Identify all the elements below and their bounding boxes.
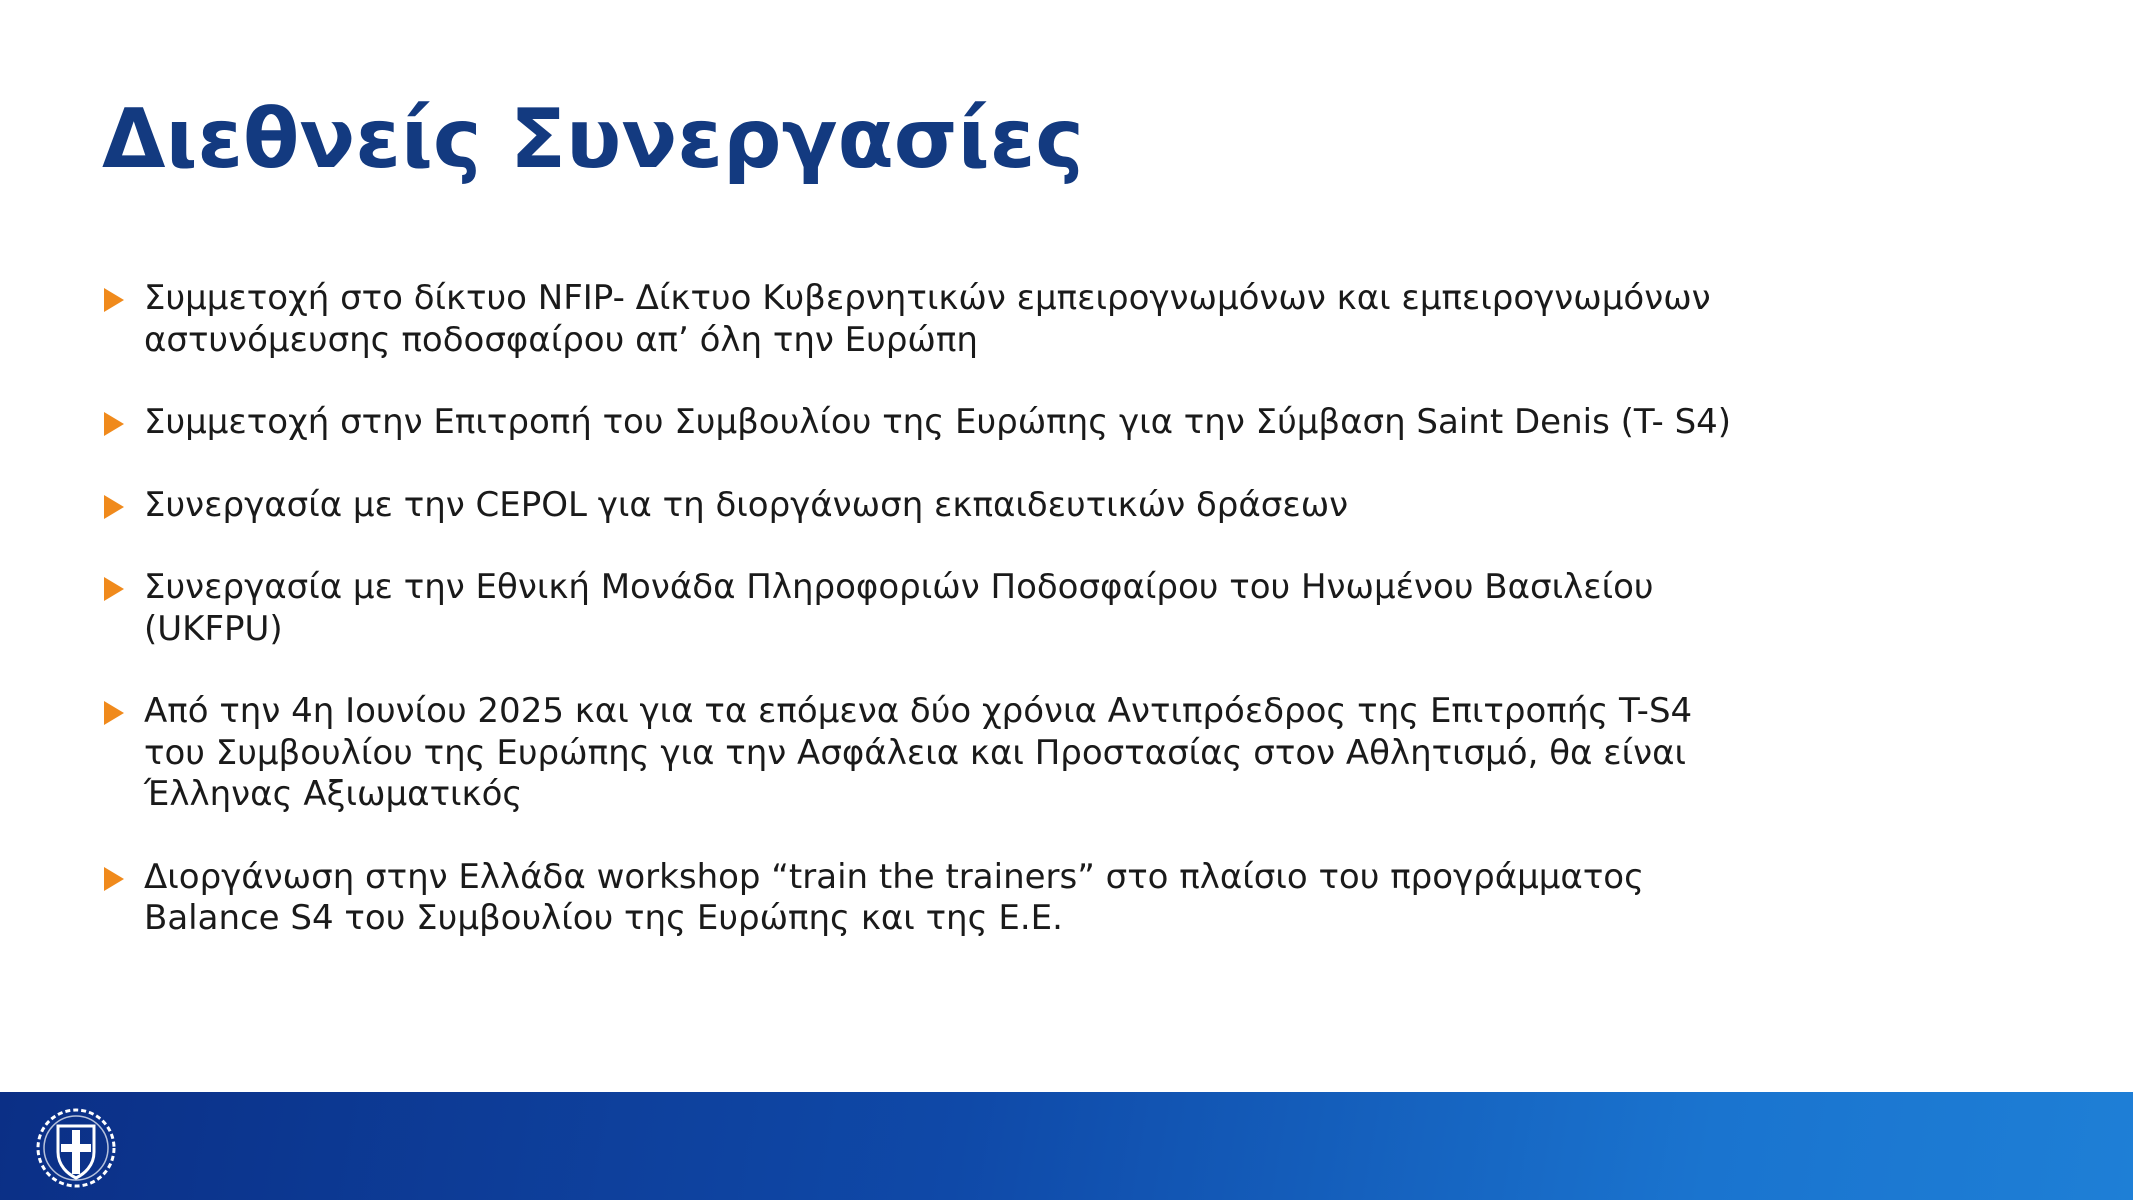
bullet-item [102, 278, 1762, 361]
bullet-text: Διοργάνωση στην Ελλάδα workshop “train the trainers” στο πλαίσιο του προγράμματος Balance S4 του Συμβουλίου της Ευρώπης και της Ε.Ε. [144, 856, 1645, 938]
bullet-item [102, 402, 1762, 444]
bullet-item [102, 857, 1762, 940]
bullet-item [102, 691, 1762, 816]
bullet-arrow-icon [104, 288, 124, 312]
bullet-arrow-icon [104, 412, 124, 436]
bullet-text: Συνεργασία με την Εθνική Μονάδα Πληροφοριών Ποδοσφαίρου του Ηνωμένου Βασιλείου (UKFPU) [144, 567, 1654, 649]
bullet-arrow-icon [104, 577, 124, 601]
bullet-arrow-icon [104, 701, 124, 725]
bullet-item [102, 567, 1762, 650]
bullet-arrow-icon [104, 495, 124, 519]
bullet-text: Από την 4η Ιουνίου 2025 και για τα επόμενα δύο χρόνια Αντιπρόεδρος της Επιτροπής T-S4 του Συμβουλίου της Ευρώπης για την Ασφάλεια και Προστασίας στον Αθλητισμό, θα είναι Έλληνας Αξιωματικός [144, 691, 1693, 814]
footer-bar [0, 1092, 2133, 1200]
bullet-list [102, 278, 1762, 981]
bullet-text: Συνεργασία με την CEPOL για τη διοργάνωση εκπαιδευτικών δράσεων [144, 484, 1349, 525]
greek-coat-of-arms-icon [34, 1106, 118, 1190]
bullet-text: Συμμετοχή στο δίκτυο NFIP- Δίκτυο Κυβερνητικών εμπειρογνωμόνων και εμπειρογνωμόνων αστυνόμευσης ποδοσφαίρου απ’ όλη την Ευρώπη [144, 278, 1711, 360]
bullet-text: Συμμετοχή στην Επιτροπή του Συμβουλίου της Ευρώπης για την Σύμβαση Saint Denis (T- S4) [144, 402, 1732, 442]
bullet-item [102, 485, 1762, 527]
bullet-arrow-icon [104, 867, 124, 891]
slide-title: Διεθνείς Συνεργασίες [102, 92, 1084, 187]
